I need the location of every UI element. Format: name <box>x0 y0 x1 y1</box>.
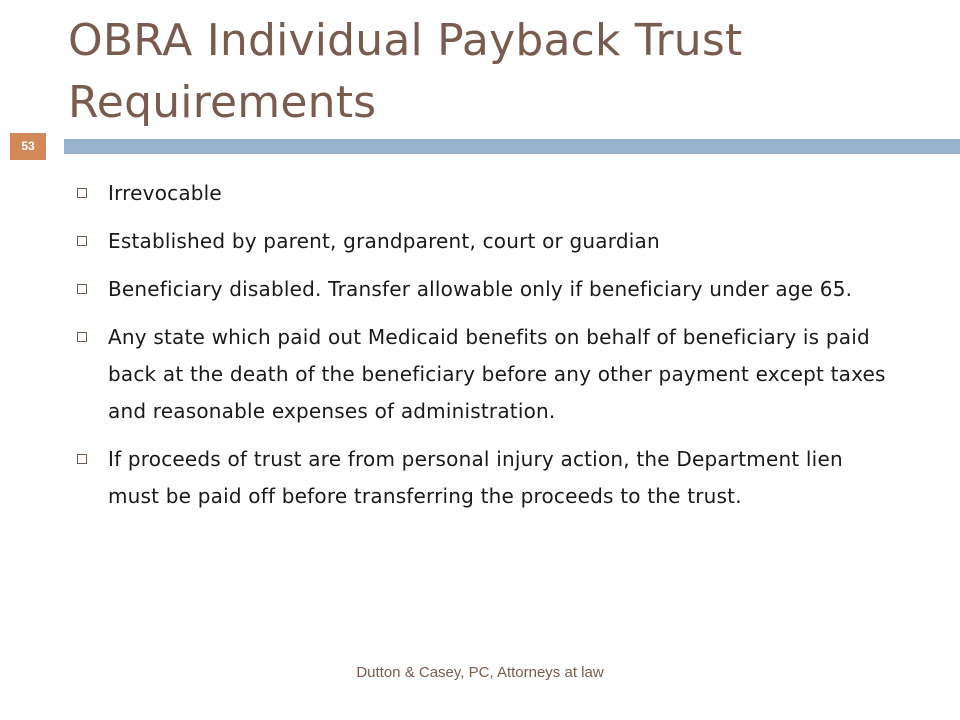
square-bullet-icon <box>77 454 87 464</box>
bullet-item <box>74 271 894 308</box>
slide-number-badge: 53 <box>10 133 46 160</box>
bullet-text: If proceeds of trust are from personal injury action, the Department lien must be paid off before transferring the proceeds to the trust. <box>108 447 843 508</box>
slide-title: OBRA Individual Payback Trust Requirements <box>68 15 743 128</box>
bullet-item <box>74 441 894 515</box>
square-bullet-icon <box>77 284 87 294</box>
bullet-list <box>74 175 894 526</box>
square-bullet-icon <box>77 236 87 246</box>
bullet-item <box>74 319 894 430</box>
bullet-text: Irrevocable <box>108 181 222 205</box>
title-divider-bar <box>64 139 960 154</box>
slide-footer: Dutton & Casey, PC, Attorneys at law <box>356 664 604 681</box>
bullet-item <box>74 175 894 212</box>
bullet-text: Beneficiary disabled. Transfer allowable only if beneficiary under age 65. <box>108 277 853 301</box>
bullet-text: Any state which paid out Medicaid benefits on behalf of beneficiary is paid back at the death of the beneficiary before any other payment except taxes and reasonable expenses of administration. <box>108 325 886 423</box>
bullet-item <box>74 223 894 260</box>
bullet-text: Established by parent, grandparent, court or guardian <box>108 229 660 253</box>
square-bullet-icon <box>77 188 87 198</box>
square-bullet-icon <box>77 332 87 342</box>
